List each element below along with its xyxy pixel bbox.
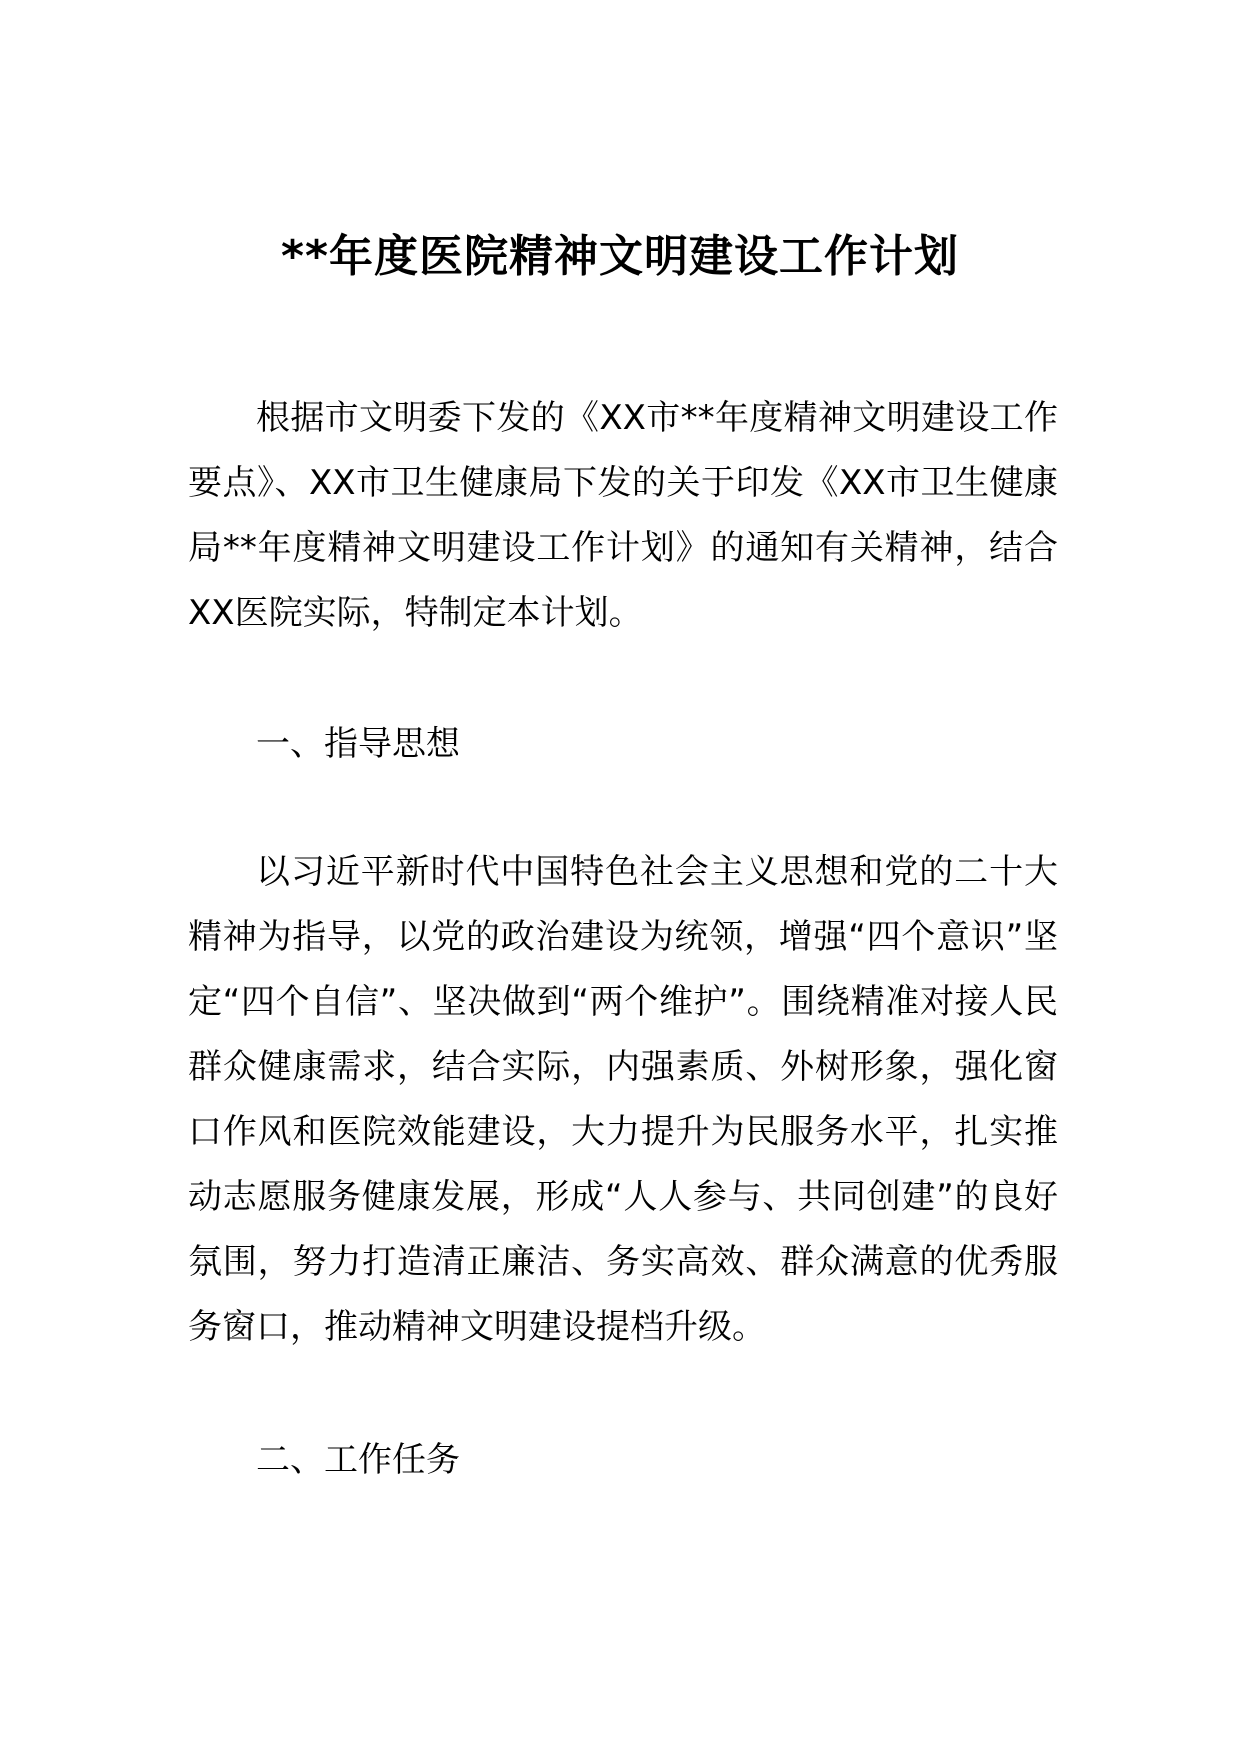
section-heading-guiding-thought: 一、指导思想 (256, 724, 460, 764)
intro-paragraph: 根据市文明委下发的《XX市**年度精神文明建设工作要点》、XX市卫生健康局下发的关于印发《XX市卫生健康局**年度精神文明建设工作计划》的通知有关精神，结合XX医院实际，特制定本计划。 (188, 398, 1058, 633)
section-heading-work-tasks: 二、工作任务 (256, 1440, 460, 1480)
document-title: **年度医院精神文明建设工作计划 (280, 231, 960, 283)
guiding-thought-paragraph: 以习近平新时代中国特色社会主义思想和党的二十大精神为指导，以党的政治建设为统领，增强“四个意识”坚定“四个自信”、坚决做到“两个维护”。围绕精准对接人民群众健康需求，结合实际，内强素质、外树形象，强化窗口作风和医院效能建设，大力提升为民服务水平，扎实推动志愿服务健康发展，形成“人人参与、共同创建”的良好氛围，努力打造清正廉洁、务实高效、群众满意的优秀服务窗口，推动精神文明建设提档升级。 (188, 852, 1058, 1347)
